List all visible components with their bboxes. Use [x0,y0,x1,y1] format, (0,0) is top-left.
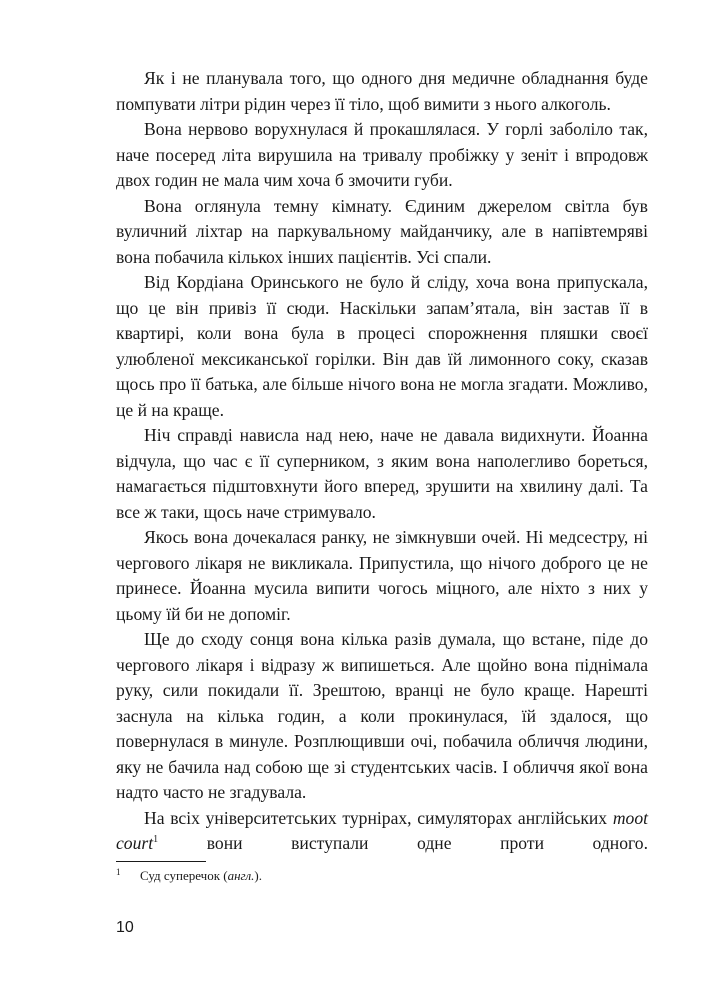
paragraph: Вона нервово ворухнулася й прокашлялася. У горлі заболіло так, наче посеред літа вирушила на тривалу пробіжку у зеніт і впродовж двох годин не мала чим хоча б змочити губи. [116,119,648,190]
paragraph-text-after: вони виступали одне проти одного. [158,833,648,853]
page-body [116,66,648,857]
foreign-term: moot court [116,807,648,853]
paragraph-with-footnote [116,806,648,857]
paragraph: Вона оглянула темну кімнату. Єдиним джерелом світла був вуличний ліхтар на паркувальному майданчику, але в напівтемряві вона побачила кількох інших пацієнтів. Усі спали. [116,195,648,267]
footnote-text-after: ). [254,868,262,883]
footnote: 1 Суд суперечок (англ.). [116,866,262,883]
footnote-divider [116,861,206,862]
footnote-abbrev: англ. [227,868,255,883]
paragraph: Якось вона дочекалася ранку, не зімкнувши очей. Ні медсестру, ні чергового лікаря не викликала. Припустила, що нічого доброго це не принесе. Йоанна мусила випити чогось міцного, але ніхто з них у цьому їй би не допоміг. [116,527,648,624]
paragraph: Ще до сходу сонця вона кілька разів думала, що встане, піде до чергового лікаря і відразу ж випишеться. Але щойно вона піднімала руку, сили покидали її. Зрештою, вранці не було краще. Нарешті заснула на кілька годин, а коли прокинулася, їй здалося, що повернулася в минуле. Розплющивши очі, побачила обличчя людини, яку не бачила над собою ще зі студентських часів. І обличчя якої вона надто часто не згадувала. [116,629,648,802]
footnote-reference[interactable]: 1 [153,834,159,846]
paragraph: Від Кордіана Оринського не було й сліду, хоча вона припускала, що це він привіз її сюди. Наскільки запам’ятала, він застав її в квартирі, коли вона була в процесі спорожнення пляшки своєї улюбленої мексиканської горілки. Він дав їй лимонного соку, сказав щось про її батька, але більше нічого вона не могла згадати. Можливо, це й на краще. [116,272,648,420]
footnote-text-before: Суд суперечок ( [140,868,228,883]
paragraph: Як і не планувала того, що одного дня медичне обладнання буде помпувати літри рідин через її тіло, щоб вимити з нього алкоголь. [116,68,648,114]
page-number: 10 [116,919,134,936]
paragraph-text-before: На всіх університетських турнірах, симуляторах англійських [144,807,613,828]
paragraph: Ніч справді нависла над нею, наче не давала видихнути. Йоанна відчула, що час є її суперником, з яким вона наполегливо бореться, намагається підштовхнути його вперед, зрушити на хвилину далі. Та все ж таки, щось наче стримувало. [116,425,648,522]
